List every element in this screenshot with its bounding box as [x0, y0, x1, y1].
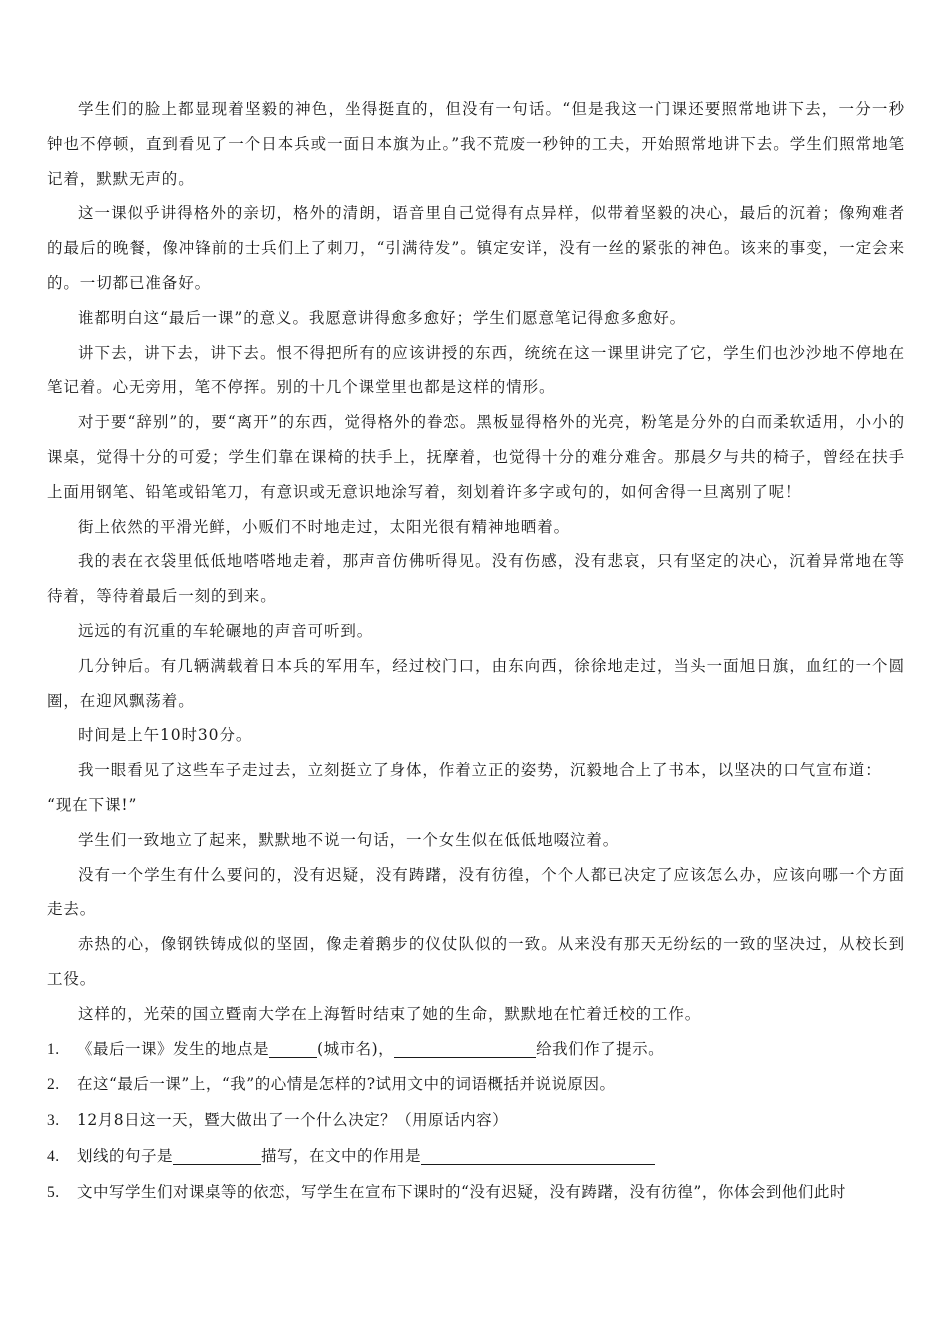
paragraph-11: 我一眼看见了这些车子走过去，立刻挺立了身体，作着立正的姿势，沉毅地合上了书本，以坚决的口气宣布道：: [78, 761, 882, 780]
document-page: [47, 92, 905, 1211]
question-1: [47, 1032, 905, 1068]
question-text: 描写，在文中的作用是: [261, 1146, 422, 1165]
paragraph-6: 街上依然的平滑光鲜，小贩们不时地走过，太阳光很有精神地晒着。: [78, 517, 571, 536]
question-number: 5.: [47, 1183, 60, 1201]
answer-blank[interactable]: [173, 1146, 261, 1165]
question-text: 《最后一课》发生的地点是: [77, 1039, 270, 1058]
question-5: [47, 1175, 905, 1211]
question-text: 给我们作了提示。: [536, 1039, 665, 1058]
answer-blank[interactable]: [269, 1039, 317, 1058]
paragraph-12: “现在下课!”: [47, 795, 138, 814]
paragraph-10: 时间是上午10时30分。: [78, 726, 253, 745]
question-text: 12月8日这一天，暨大做出了一个什么决定？（用原话内容）: [77, 1111, 509, 1130]
question-3: [47, 1103, 905, 1139]
paragraph-13: 学生们一致地立了起来，默默地不说一句话，一个女生似在低低地啜泣着。: [78, 830, 620, 849]
paragraph-7: 我的表在衣袋里低低地嗒嗒地走着，那声音仿佛听得见。没有伤感，没有悲哀，只有坚定的决心，沉着异常地在等待着，等待着最后一刻的到来。: [47, 552, 905, 606]
answer-blank[interactable]: [394, 1039, 536, 1058]
question-text: (城市名)，: [317, 1039, 395, 1058]
paragraph-5: 对于要“辞别”的，要“离开”的东西，觉得格外的眷恋。黑板显得格外的光亮，粉笔是分外的白而柔软适用，小小的课桌，觉得十分的可爱；学生们靠在课椅的扶手上，抚摩着，也觉得十分的难分难舍。那晨夕与共的椅子，曾经在扶手上面用钢笔、铅笔或铅笔刀，有意识或无意识地涂写着，刻划着许多字或句的，如何舍得一旦离别了呢！: [47, 413, 905, 501]
paragraph-1: 学生们的脸上都显现着坚毅的神色，坐得挺直的，但没有一句话。“但是我这一门课还要照常地讲下去，一分一秒钟也不停顿，直到看见了一个日本兵或一面日本旗为止。”我不荒废一秒钟的工夫，开始照常地讲下去。学生们照常地笔记着，默默无声的。: [47, 100, 905, 188]
question-text: 在这“最后一课”上，“我”的心情是怎样的?试用文中的词语概括并说说原因。: [77, 1075, 616, 1094]
question-number: 2.: [47, 1076, 60, 1094]
question-number: 3.: [47, 1112, 60, 1130]
paragraph-2: 这一课似乎讲得格外的亲切，格外的清朗，语音里自己觉得有点异样，似带着坚毅的决心，最后的沉着；像殉难者的最后的晚餐，像冲锋前的士兵们上了刺刀，“引满待发”。镇定安详，没有一丝的紧张的神色。该来的事变，一定会来的。一切都已准备好。: [47, 204, 905, 292]
question-text: 划线的句子是: [77, 1146, 174, 1165]
answer-blank[interactable]: [421, 1146, 655, 1165]
question-number: 4.: [47, 1147, 60, 1165]
paragraph-16: 这样的，光荣的国立暨南大学在上海暂时结束了她的生命，默默地在忙着迁校的工作。: [78, 1004, 702, 1023]
paragraph-3: 谁都明白这“最后一课”的意义。我愿意讲得愈多愈好；学生们愿意笔记得愈多愈好。: [78, 308, 687, 327]
question-text: 文中写学生们对课桌等的依恋，写学生在宣布下课时的“没有迟疑，没有踌躇，没有彷徨”，你体会到他们此时: [77, 1182, 846, 1201]
paragraph-9: 几分钟后。有几辆满载着日本兵的军用车，经过校门口，由东向西，徐徐地走过，当头一面旭日旗，血红的一个圆圈，在迎风飘荡着。: [47, 656, 905, 710]
paragraph-4: 讲下去，讲下去，讲下去。恨不得把所有的应该讲授的东西，统统在这一课里讲完了它，学生们也沙沙地不停地在笔记着。心无旁用，笔不停挥。别的十几个课堂里也都是这样的情形。: [47, 343, 905, 397]
question-4: [47, 1139, 905, 1175]
question-2: [47, 1067, 905, 1103]
paragraph-8: 远远的有沉重的车轮碾地的声音可听到。: [78, 621, 374, 640]
question-number: 1.: [47, 1040, 60, 1058]
paragraph-15: 赤热的心，像钢铁铸成似的坚固，像走着鹅步的仪仗队似的一致。从来没有那天无纷纭的一致的坚决过，从校长到工役。: [47, 935, 905, 988]
paragraph-14: 没有一个学生有什么要问的，没有迟疑，没有踌躇，没有彷徨，个个人都已决定了应该怎么办，应该向哪一个方面走去。: [47, 865, 905, 919]
